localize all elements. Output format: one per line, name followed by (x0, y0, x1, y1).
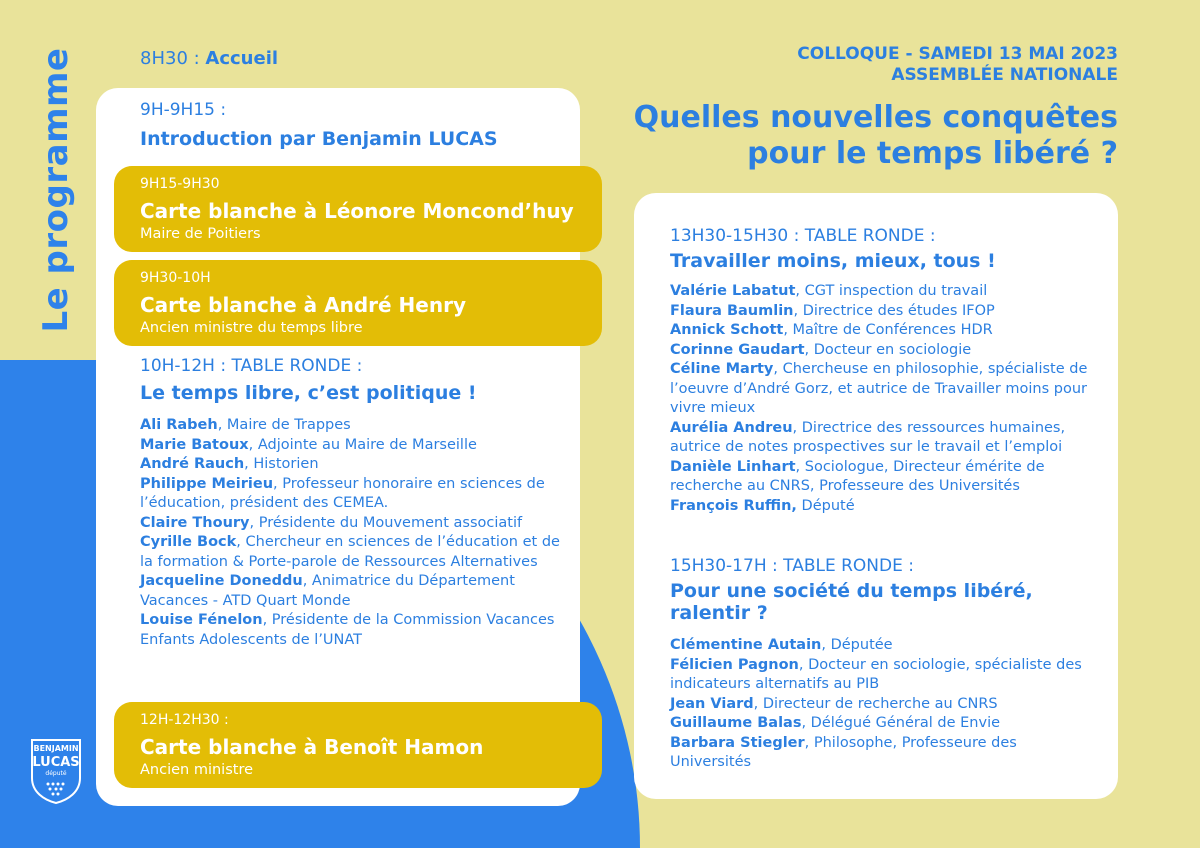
speaker-name: Aurélia Andreu (670, 419, 793, 436)
speaker-role: , Docteur en sociologie (804, 341, 972, 358)
speaker-role: , Adjointe au Maire de Marseille (248, 436, 477, 453)
table1-speakers (140, 416, 565, 650)
speaker-name: Jean Viard (670, 695, 754, 712)
speaker-item (670, 360, 1100, 419)
carte1-title: Carte blanche à Léonore Moncond’huy (140, 199, 574, 223)
speaker-role: , Députée (821, 637, 893, 653)
speaker-name: Clémentine Autain (670, 637, 822, 653)
speaker-role: , Philosophe, Professeure des Universités (670, 734, 1017, 770)
speaker-item (140, 455, 565, 475)
table3-time: 15H30-17H : TABLE RONDE : (670, 556, 914, 576)
table1-title: Le temps libre, c’est politique ! (140, 382, 477, 404)
carte3-time: 12H-12H30 : (140, 712, 229, 728)
benjamin-lucas-logo (30, 738, 82, 804)
speaker-item (140, 533, 565, 572)
speaker-name: Corinne Gaudart (670, 341, 805, 358)
speaker-name: Philippe Meirieu (140, 475, 274, 492)
shield-logo-icon (30, 738, 82, 804)
speaker-item (670, 458, 1100, 497)
event-title-line2: pour le temps libéré ? (747, 136, 1118, 171)
intro-time: 9H-9H15 : (140, 100, 227, 120)
table1-time: 10H-12H : TABLE RONDE : (140, 356, 363, 376)
speaker-item (670, 321, 1100, 341)
event-title-line1: Quelles nouvelles conquêtes (633, 100, 1118, 135)
speaker-name: Ali Rabeh (140, 417, 218, 433)
speaker-name: Félicien Pagnon (670, 656, 799, 673)
speaker-item (670, 695, 1100, 715)
speaker-role: , Historien (244, 456, 319, 472)
carte-blanche-1 (114, 166, 602, 252)
table2-time: 13H30-15H30 : TABLE RONDE : (670, 226, 936, 246)
logo-line2: LUCAS (32, 755, 80, 770)
speaker-name: André Rauch (140, 456, 245, 472)
speaker-item (670, 419, 1100, 458)
speaker-role: , Directrice des études IFOP (793, 302, 995, 319)
speaker-name: Céline Marty (670, 361, 774, 377)
speaker-role: , Docteur en sociologie, spécialiste des indicateurs alternatifs au PIB (670, 656, 1082, 692)
table2-title: Travailler moins, mieux, tous ! (670, 250, 996, 272)
speaker-item (670, 302, 1100, 322)
logo-line1: BENJAMIN (33, 744, 79, 753)
speaker-item (670, 656, 1100, 695)
speaker-item (670, 282, 1100, 302)
accueil-line (140, 48, 278, 69)
speaker-role: , Présidente du Mouvement associatif (249, 514, 523, 531)
speaker-name: Danièle Linhart (670, 458, 796, 475)
speaker-item (140, 436, 565, 456)
speaker-item (140, 611, 565, 650)
speaker-name: Louise Fénelon (140, 612, 263, 628)
speaker-role: , Directeur de recherche au CNRS (753, 695, 998, 712)
speaker-item (670, 714, 1100, 734)
speaker-name: Jacqueline Doneddu (140, 573, 303, 589)
table3-speakers (670, 636, 1100, 773)
event-header (797, 44, 1118, 86)
table-ronde-2 (670, 226, 996, 272)
carte2-sub: Ancien ministre du temps libre (140, 320, 363, 336)
speaker-role: , Délégué Général de Envie (801, 715, 1001, 731)
carte1-time: 9H15-9H30 (140, 176, 220, 192)
carte3-sub: Ancien ministre (140, 762, 254, 778)
speaker-item (140, 416, 565, 436)
intro-title: Introduction par Benjamin LUCAS (140, 128, 498, 150)
speaker-role: , CGT inspection du travail (795, 283, 988, 299)
speaker-role: , Chercheur en sciences de l’éducation et de la formation & Porte-parole de Ressources Alternatives (140, 534, 560, 570)
accueil-time: 8H30 : (140, 48, 206, 69)
speaker-item (140, 572, 565, 611)
speaker-item (140, 475, 565, 514)
table3-title-line2: ralentir ? (670, 602, 768, 624)
speaker-item (670, 341, 1100, 361)
table-ronde-3 (670, 556, 1033, 624)
carte-blanche-2 (114, 260, 602, 346)
speaker-role: Député (796, 497, 855, 514)
speaker-role: , Directrice des ressources humaines, autrice de notes prospectives sur le travail et l’emploi (670, 419, 1066, 455)
speaker-role: , Animatrice du Département Vacances - ATD Quart Monde (140, 573, 515, 609)
speaker-item (670, 636, 1100, 656)
speaker-name: Annick Schott (670, 322, 784, 338)
speaker-item (670, 734, 1100, 773)
event-title (634, 100, 1118, 172)
side-title: Le programme (36, 47, 76, 333)
speaker-name: Flaura Baumlin (670, 302, 794, 319)
speaker-name: Marie Batoux (140, 436, 249, 453)
carte2-time: 9H30-10H (140, 270, 211, 286)
carte2-title: Carte blanche à André Henry (140, 293, 466, 317)
speaker-role: , Maire de Trappes (217, 417, 351, 433)
carte3-title: Carte blanche à Benoît Hamon (140, 735, 484, 759)
event-date: COLLOQUE - SAMEDI 13 MAI 2023 (797, 44, 1118, 64)
speaker-name: François Ruffin, (670, 497, 797, 514)
carte-blanche-3 (114, 702, 602, 788)
speaker-name: Valérie Labatut (670, 283, 796, 299)
intro-block (140, 100, 498, 150)
speaker-role: , Chercheuse en philosophie, spécialiste de l’oeuvre d’André Gorz, et autrice de Travailler moins pour vivre mieux (670, 361, 1088, 416)
speaker-role: , Professeur honoraire en sciences de l’éducation, président des CEMEA. (140, 475, 545, 511)
speaker-role: , Maître de Conférences HDR (783, 322, 993, 338)
speaker-role: , Présidente de la Commission Vacances Enfants Adolescents de l’UNAT (140, 612, 555, 648)
table2-speakers (670, 282, 1100, 516)
speaker-name: Barbara Stiegler (670, 734, 805, 751)
table3-title-line1: Pour une société du temps libéré, (670, 580, 1033, 602)
speaker-name: Guillaume Balas (670, 715, 802, 731)
speaker-name: Claire Thoury (140, 514, 250, 531)
speaker-role: , Sociologue, Directeur émérite de recherche au CNRS, Professeure des Universités (670, 458, 1045, 494)
speaker-item (140, 514, 565, 534)
speaker-name: Cyrille Bock (140, 534, 237, 550)
accueil-label: Accueil (205, 48, 279, 69)
event-venue: ASSEMBLÉE NATIONALE (891, 65, 1118, 85)
speaker-item (670, 497, 1100, 517)
logo-line3: député (45, 770, 67, 777)
carte1-sub: Maire de Poitiers (140, 226, 261, 242)
table-ronde-1 (140, 356, 477, 404)
